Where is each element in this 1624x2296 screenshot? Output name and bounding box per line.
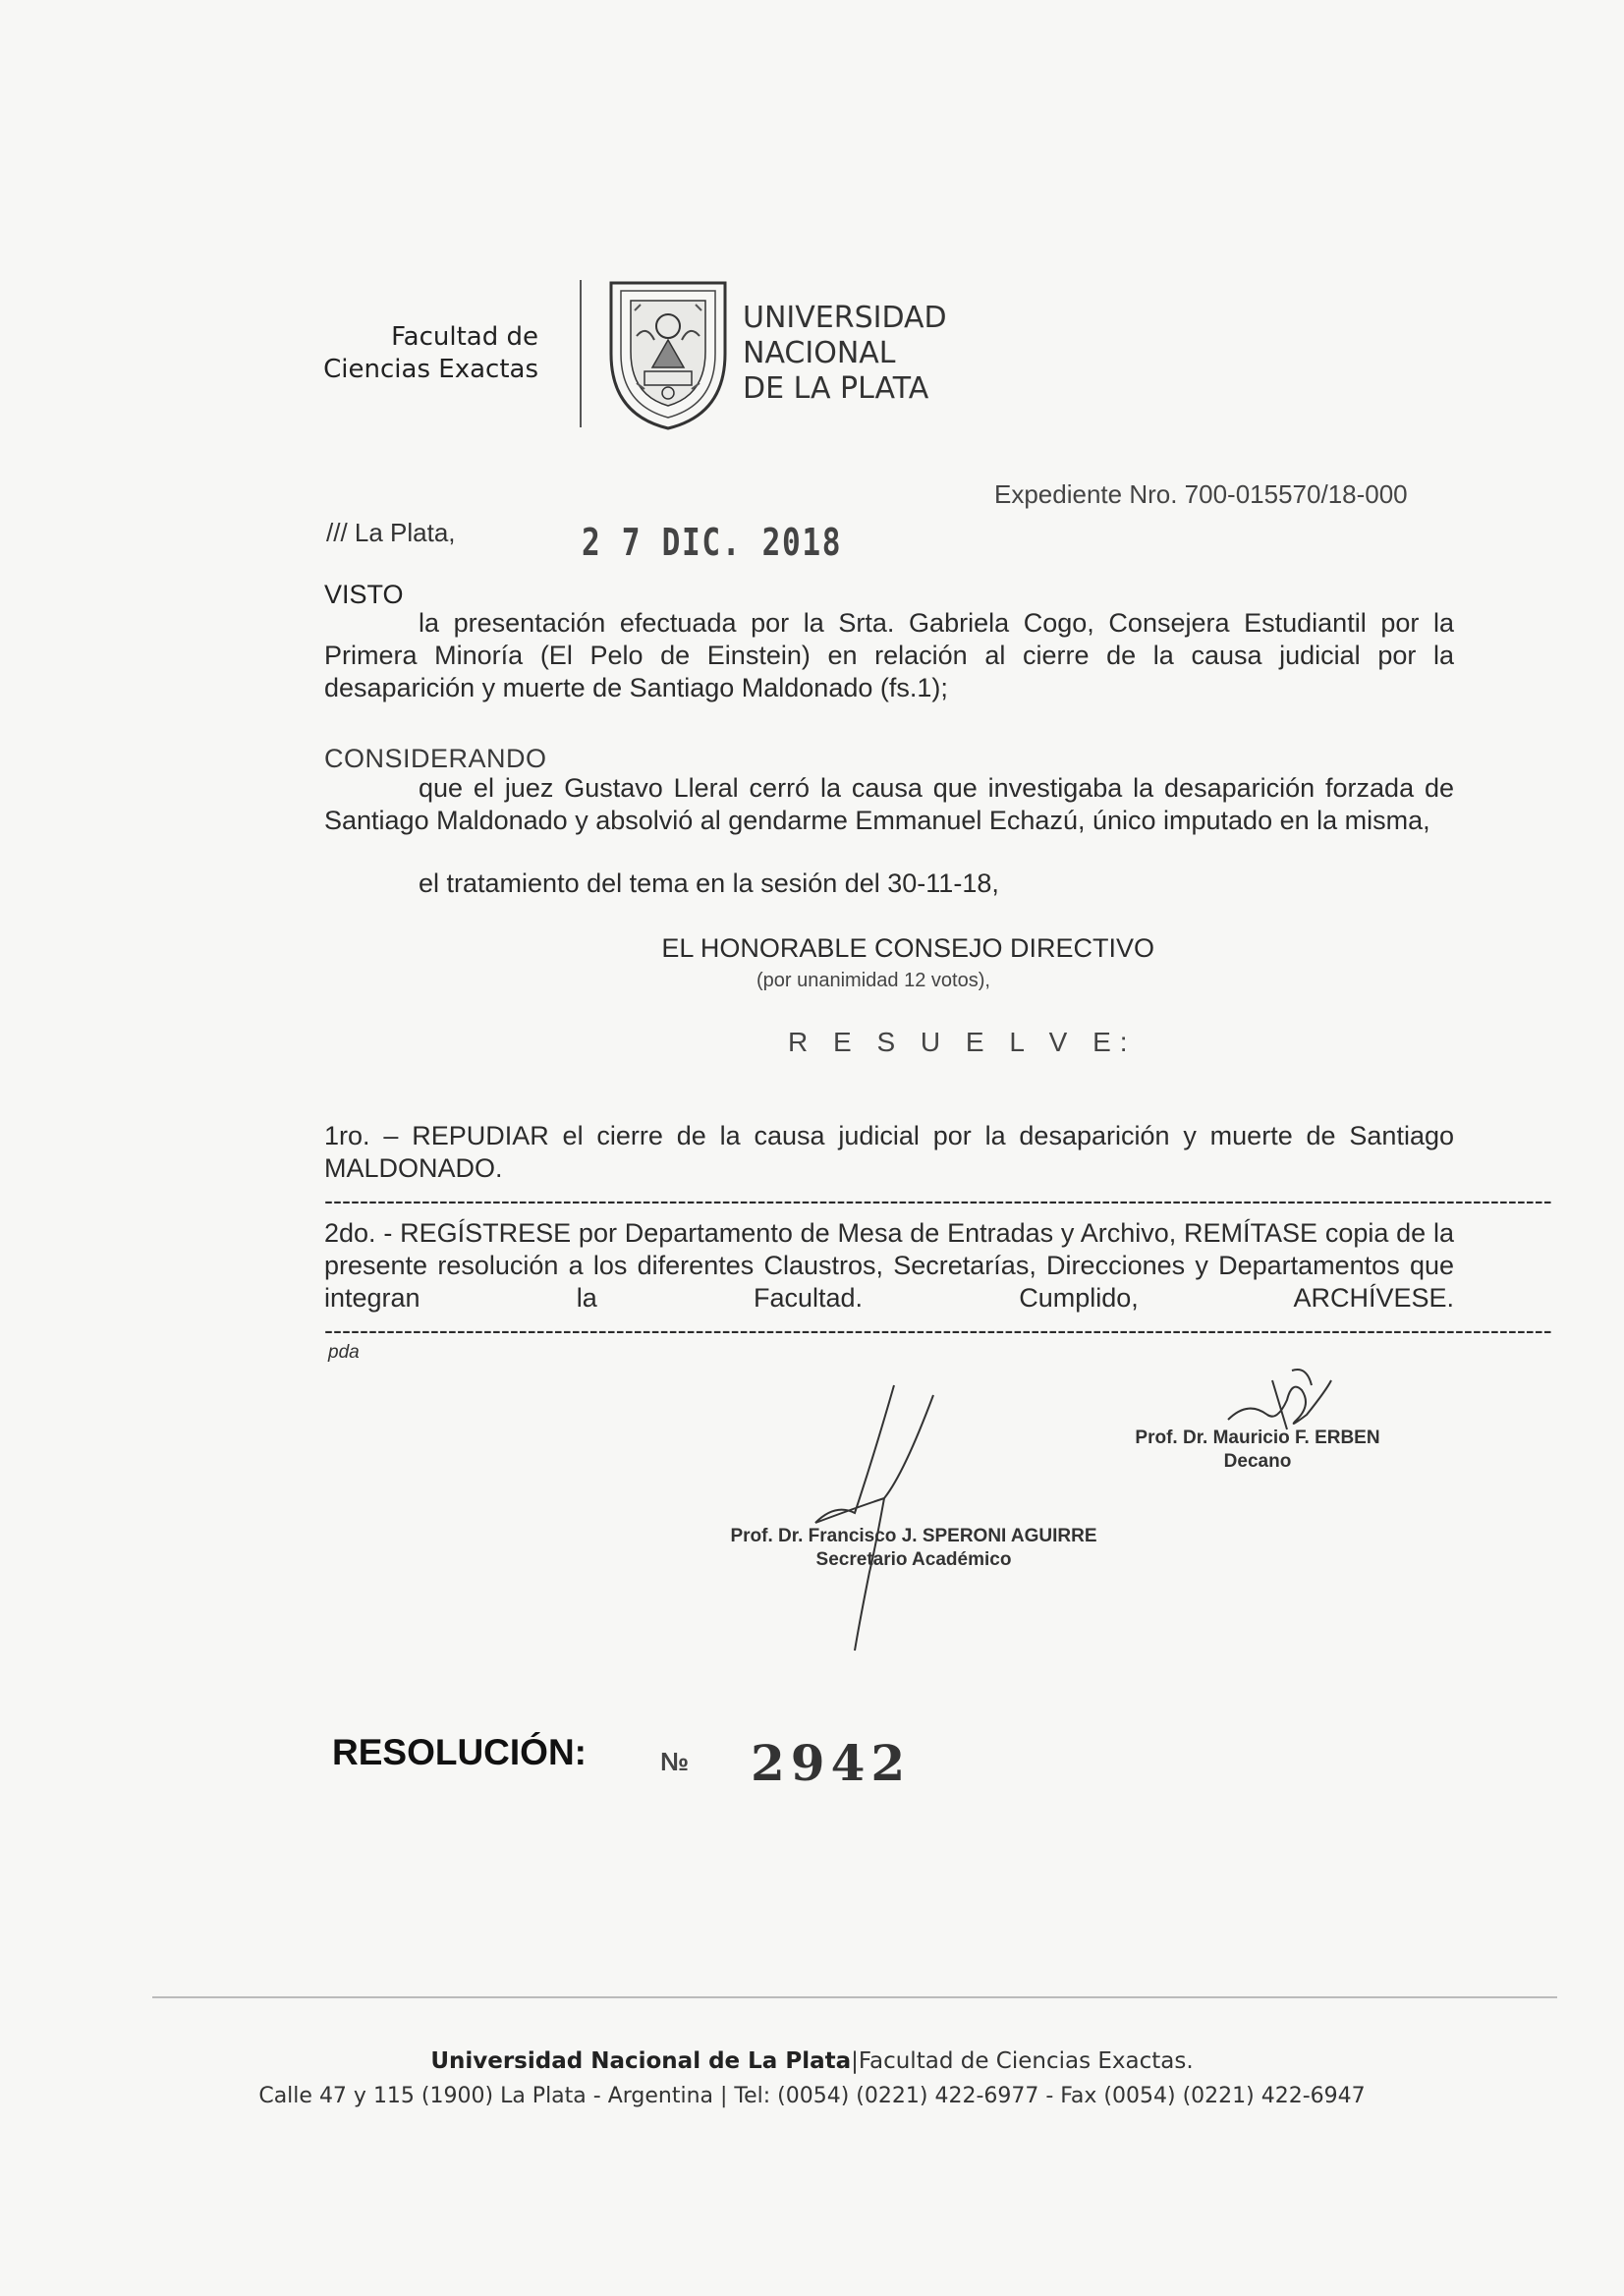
consejo-title: EL HONORABLE CONSEJO DIRECTIVO [661,933,1154,963]
university-name-line3: DE LA PLATA [743,371,929,406]
article-first [324,1120,1552,1217]
initials: pda [328,1342,360,1363]
resolucion-number-mark: № [660,1747,689,1776]
decano-name: Prof. Dr. Mauricio F. ERBEN [1135,1428,1380,1448]
faculty-name-line2: Ciencias Exactas [323,355,538,384]
resolucion-number: 2942 [751,1734,912,1792]
header-divider [580,280,582,427]
university-name-line1: UNIVERSIDAD [743,301,947,335]
considerando-paragraph-2: el tratamiento del tema en la sesión del 30-11-18, [419,868,999,898]
date-stamp: 2 7 DIC. 2018 [582,521,843,564]
decano-signature-block [1110,1427,1405,1474]
visto-paragraph: la presentación efectuada por la Srta. Gabriela Cogo, Consejera Estudiantil por la Primera Minoría (El Pelo de Einstein) en relación al cierre de la causa judicial por la desaparición y muerte de Santiago Maldonado (fs.1); [324,608,1454,702]
secretario-signature-block [678,1525,1149,1572]
article-first-dashes: ------------------------------------------------------------------------------------------------------------------------------------------- [324,1186,1552,1215]
resuelve-heading: R E S U E L V E: [788,1027,1137,1057]
faculty-name-line1: Facultad de [391,322,538,352]
university-name [743,301,947,407]
faculty-name [323,321,538,386]
considerando-heading: CONSIDERANDO [324,744,547,773]
resolucion-label: RESOLUCIÓN: [332,1732,587,1772]
place-line: /// La Plata, [326,518,456,547]
visto-heading: VISTO [324,580,404,609]
university-seal-icon [601,275,735,432]
article-second-dashes: ------------------------------------------------------------------------------------------------------------------------------------------- [324,1316,1552,1345]
article-second-text: 2do. - REGÍSTRESE por Departamento de Mesa de Entradas y Archivo, REMÍTASE copia de la presente resolución a los diferentes Claustros, Secretarías, Direcciones y Departamentos que integran la Facultad. Cumplido, ARCHÍVESE. [324,1218,1454,1313]
footer-university: Universidad Nacional de La Plata [430,2048,852,2074]
footer-address: Calle 47 y 115 (1900) La Plata - Argentina | Tel: (0054) (0221) 422-6977 - Fax (0054) (0221) 422-6947 [258,2084,1366,2108]
article-second [324,1217,1552,1347]
footer-separator: | [851,2048,859,2074]
secretario-name: Prof. Dr. Francisco J. SPERONI AGUIRRE [730,1526,1097,1546]
article-first-text: 1ro. – REPUDIAR el cierre de la causa judicial por la desaparición y muerte de Santiago MALDONADO. [324,1121,1454,1183]
decano-role: Decano [1223,1451,1292,1472]
footer-divider [152,1996,1557,1998]
secretario-role: Secretario Académico [815,1549,1012,1570]
considerando-paragraph: que el juez Gustavo Lleral cerró la causa que investigaba la desaparición forzada de Santiago Maldonado y absolvió al gendarme Emmanuel Echazú, único imputado en la misma, [324,773,1454,835]
university-name-line2: NACIONAL [743,336,896,370]
secretario-signature-icon [776,1375,973,1660]
footer-institution [0,2048,1624,2074]
consejo-vote-note: (por unanimidad 12 votos), [756,970,990,991]
footer-faculty: Facultad de Ciencias Exactas. [858,2048,1194,2074]
expediente-number: Expediente Nro. 700-015570/18-000 [994,479,1408,509]
